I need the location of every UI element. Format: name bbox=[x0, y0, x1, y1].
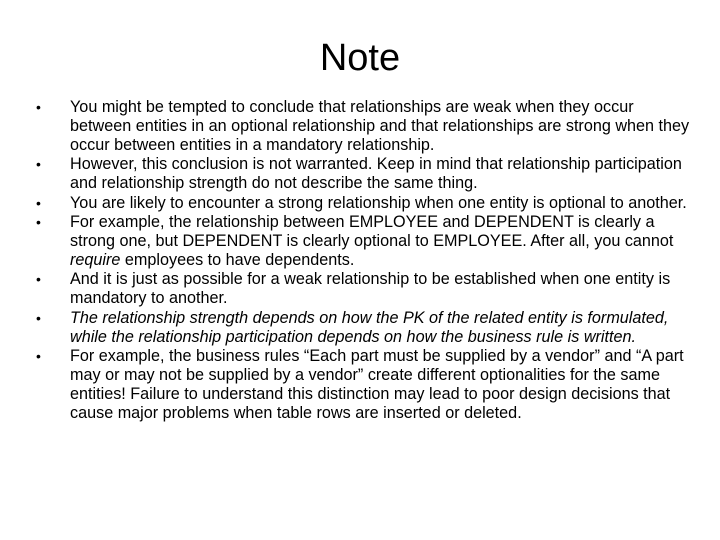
bullet-dot-icon: • bbox=[36, 99, 41, 115]
bullet-item bbox=[36, 309, 691, 347]
bullet-dot-icon: • bbox=[36, 214, 41, 231]
bullet-item bbox=[36, 347, 691, 422]
bullet-list bbox=[36, 98, 691, 423]
bullet-text: And it is just as possible for a weak relationship to be established when one entity is mandatory to another. bbox=[70, 270, 671, 308]
bullet-item bbox=[36, 98, 691, 154]
bullet-item bbox=[36, 213, 691, 269]
bullet-text: require bbox=[70, 250, 121, 269]
bullet-text: You are likely to encounter a strong relationship when one entity is optional to another. bbox=[70, 193, 687, 212]
bullet-text: For example, the business rules “Each part must be supplied by a vendor” and “A part may or may not be supplied by a vendor” create different optionalities for the same entities! Failure to understand this distinction may lead to poor design decisions that cause major problems when table rows are inserted or deleted. bbox=[70, 347, 684, 422]
bullet-dot-icon: • bbox=[36, 271, 41, 288]
slide-title: Note bbox=[319, 37, 401, 79]
bullet-text: The relationship strength depends on how the PK of the related entity is formulated, while the relationship participation depends on how the business rule is written. bbox=[70, 308, 669, 346]
bullet-item bbox=[36, 194, 691, 213]
bullet-dot-icon: • bbox=[36, 348, 41, 365]
bullet-dot-icon: • bbox=[36, 309, 41, 326]
bullet-item bbox=[36, 155, 691, 193]
bullet-item bbox=[36, 270, 691, 308]
bullet-text: employees to have dependents. bbox=[120, 250, 355, 269]
bullet-text: For example, the relationship between EMPLOYEE and DEPENDENT is clearly a strong one, but DEPENDENT is clearly optional to EMPLOYEE. After all, you cannot bbox=[70, 213, 674, 250]
bullet-text: You might be tempted to conclude that relationships are weak when they occur between entities in an optional relationship and that relationships are strong when they occur between entities in a mandatory relationship. bbox=[70, 98, 690, 154]
bullet-dot-icon: • bbox=[36, 156, 41, 173]
bullet-text: However, this conclusion is not warranted. Keep in mind that relationship participation and relationship strength do not describe the same thing. bbox=[70, 155, 682, 192]
bullet-dot-icon: • bbox=[36, 194, 41, 211]
